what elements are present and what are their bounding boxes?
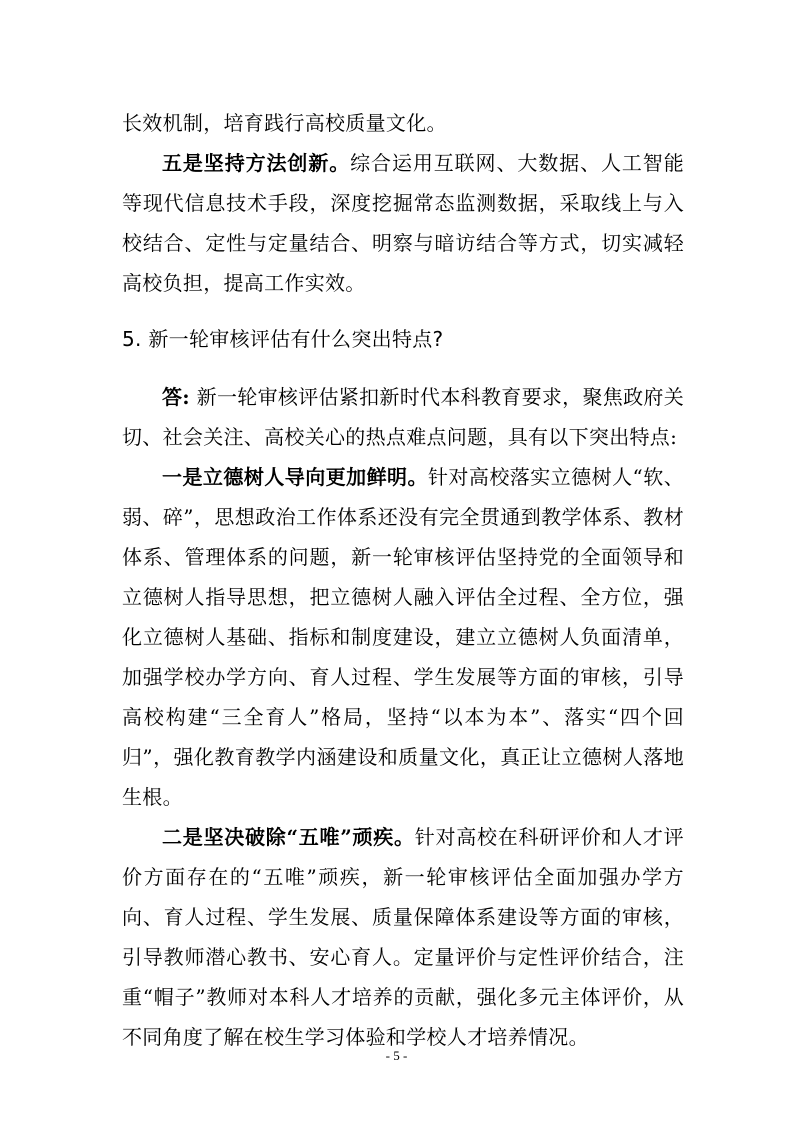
paragraph-text: 针对高校落实立德树人“软、弱、碎”，思想政治工作体系还没有完全贯通到教学体系、教材体系、管理体系的问题，新一轮审核评估坚持党的全面领导和立德树人指导思想，把立德树人融入评估全过程、全方位，强化立德树人基础、指标和制度建设，建立立德树人负面清单，加强学校办学方向、育人过程、学生发展等方面的审核，引导高校构建“三全育人”格局，坚持“以本为本”、落实“四个回归”，强化教育教学内涵建设和质量文化，真正让立德树人落地生根。 [122,465,684,809]
paragraph-answer [122,377,684,457]
paragraph-method-innovation [122,143,684,303]
paragraph-text: 新一轮审核评估紧扣新时代本科教育要求，聚焦政府关切、社会关注、高校关心的热点难点问题，具有以下突出特点: [122,385,685,449]
page-number: - 5 - [385,1048,408,1063]
paragraph-moral-education [122,457,684,817]
paragraph-continuation: 长效机制，培育践行高校质量文化。 [122,111,447,135]
paragraph-text: 综合运用互联网、大数据、人工智能等现代信息技术手段，深度挖掘常态监测数据，采取线上与入校结合、定性与定量结合、明察与暗访结合等方式，切实减轻高校负担，提高工作实效。 [122,151,684,295]
section-heading: 5. 新一轮审核评估有什么突出特点? [122,327,444,351]
paragraph-lead: 一是立德树人导向更加鲜明。 [162,465,428,489]
paragraph-five-only [122,817,684,1057]
document-body [122,103,684,1057]
answer-label: 答: [162,385,190,409]
paragraph-lead: 五是坚持方法创新。 [162,151,351,175]
paragraph-lead: 二是坚决破除“五唯”顽疾。 [162,825,415,849]
paragraph-text: 针对高校在科研评价和人才评价方面存在的“五唯”顽疾，新一轮审核评估全面加强办学方向、育人过程、学生发展、质量保障体系建设等方面的审核，引导教师潜心教书、安心育人。定量评价与定性评价结合，注重“帽子”教师对本科人才培养的贡献，强化多元主体评价，从不同角度了解在校生学习体验和学校人才培养情况。 [122,825,684,1049]
